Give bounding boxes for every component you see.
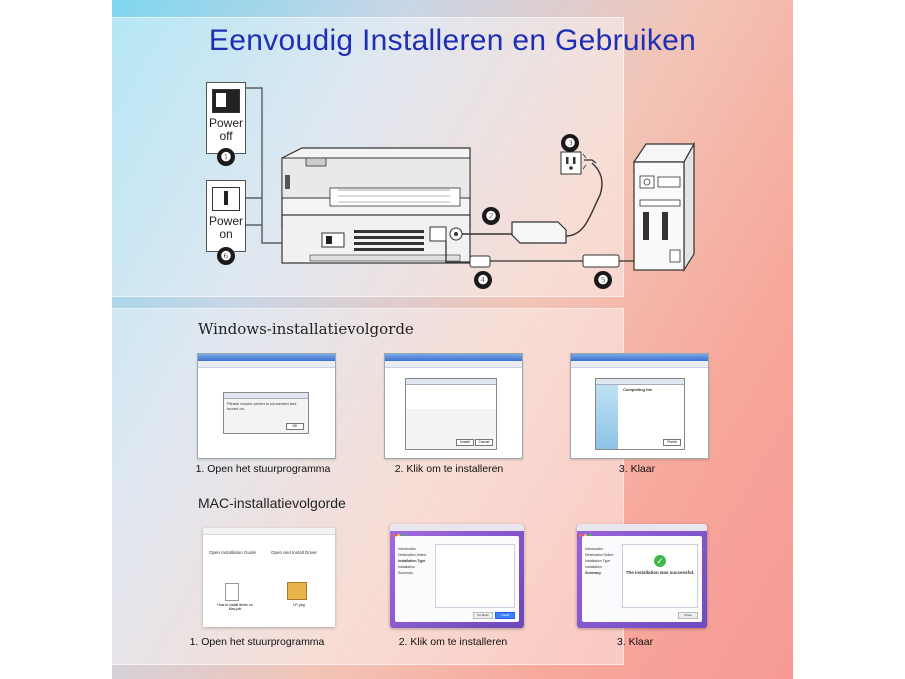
windows-step-2-caption: 2. Klik om te installeren bbox=[394, 463, 504, 475]
sidebar-item-installation: Installation bbox=[585, 565, 602, 569]
power-adapter-illustration bbox=[462, 163, 602, 243]
mac-step-1-caption: 1. Open het stuurprogramma bbox=[189, 636, 325, 648]
sidebar-item-installation-type: Installation Type bbox=[585, 559, 611, 563]
pdf-file-label: How to install driver on Mac.pdf bbox=[217, 603, 253, 611]
sidebar-item-summary: Summary bbox=[585, 571, 601, 575]
windows-step-3-caption: 3. Klaar bbox=[618, 463, 656, 475]
step-number-2: ❷ bbox=[482, 207, 500, 225]
power-on-label: Power on bbox=[208, 214, 243, 241]
package-icon[interactable] bbox=[287, 582, 307, 600]
sidebar-item-introduction: Introduction bbox=[398, 547, 417, 551]
installation-steps-panel bbox=[57, 308, 624, 665]
power-on-switch-card bbox=[206, 180, 246, 252]
pdf-file-icon[interactable] bbox=[225, 583, 239, 601]
sidebar-item-introduction: Introduction bbox=[585, 547, 604, 551]
power-off-label: Power off bbox=[208, 116, 243, 143]
windows-step-1-caption: 1. Open het stuurprogramma bbox=[195, 463, 331, 475]
windows-screenshot-1 bbox=[197, 353, 336, 459]
mac-finder-window bbox=[203, 528, 335, 627]
diagram-drawing bbox=[0, 0, 905, 300]
installer-content bbox=[622, 544, 698, 608]
wizard-banner bbox=[596, 385, 618, 449]
checkmark-icon: ✓ bbox=[654, 555, 666, 567]
installer-content bbox=[435, 544, 515, 608]
wall-outlet-illustration bbox=[561, 152, 596, 174]
page-title: Eenvoudig Installeren en Gebruiken bbox=[208, 24, 697, 57]
package-file-label: LP..pkg bbox=[293, 603, 305, 607]
step-number-3: ❸ bbox=[561, 134, 579, 152]
sidebar-item-destination: Destination Select bbox=[398, 553, 427, 557]
mac-step-2-caption: 2. Klik om te installeren bbox=[398, 636, 508, 648]
power-off-switch-card bbox=[206, 82, 246, 154]
rocker-switch-icon bbox=[212, 187, 240, 211]
sidebar-item-destination: Destination Select bbox=[585, 553, 614, 557]
ok-button[interactable]: OK bbox=[286, 423, 304, 430]
mac-step-3-caption: 3. Klaar bbox=[616, 636, 654, 648]
windows-section-title: Windows-installatievolgorde bbox=[198, 320, 414, 338]
computer-tower-illustration bbox=[634, 144, 694, 270]
sidebar-item-installation: Installation bbox=[398, 565, 415, 569]
install-button[interactable]: Install bbox=[495, 612, 515, 619]
close-button[interactable]: Close bbox=[678, 612, 698, 619]
installer-sidebar bbox=[398, 546, 430, 576]
rocker-switch-icon bbox=[212, 89, 240, 113]
install-button[interactable]: Install bbox=[456, 439, 474, 446]
step-number-6: ❻ bbox=[217, 247, 235, 265]
driver-dialog bbox=[223, 392, 309, 434]
windows-screenshot-3 bbox=[570, 353, 709, 459]
finish-button[interactable]: Finish bbox=[663, 439, 681, 446]
cancel-button[interactable]: Cancel bbox=[475, 439, 493, 446]
mac-installer-window-2 bbox=[577, 524, 707, 628]
step-number-4: ❹ bbox=[474, 271, 492, 289]
sidebar-item-summary: Summary bbox=[398, 571, 413, 575]
success-message: The installation was successful. bbox=[625, 570, 695, 575]
step-number-1: ❶ bbox=[217, 148, 235, 166]
printer-illustration bbox=[282, 148, 470, 263]
dialog-message: Please ensure printer is connected and turned on. bbox=[227, 401, 297, 411]
windows-screenshot-2 bbox=[384, 353, 523, 459]
sidebar-item-installation-type: Installation Type bbox=[398, 559, 426, 563]
go-back-button[interactable]: Go Back bbox=[473, 612, 493, 619]
step-number-5: ❺ bbox=[594, 271, 612, 289]
installer-sidebar bbox=[585, 546, 617, 576]
mac-section-title: MAC-installatievolgorde bbox=[198, 495, 346, 511]
finder-step-1-text: Open Installation Guide bbox=[209, 550, 257, 555]
usb-cable-illustration bbox=[446, 241, 634, 267]
completion-heading: Completing the bbox=[623, 387, 653, 392]
completion-dialog bbox=[595, 378, 685, 450]
mac-installer-window-1 bbox=[390, 524, 524, 628]
finder-step-2-text: Open and Install Driver bbox=[271, 550, 318, 555]
setup-wizard-dialog bbox=[405, 378, 497, 450]
